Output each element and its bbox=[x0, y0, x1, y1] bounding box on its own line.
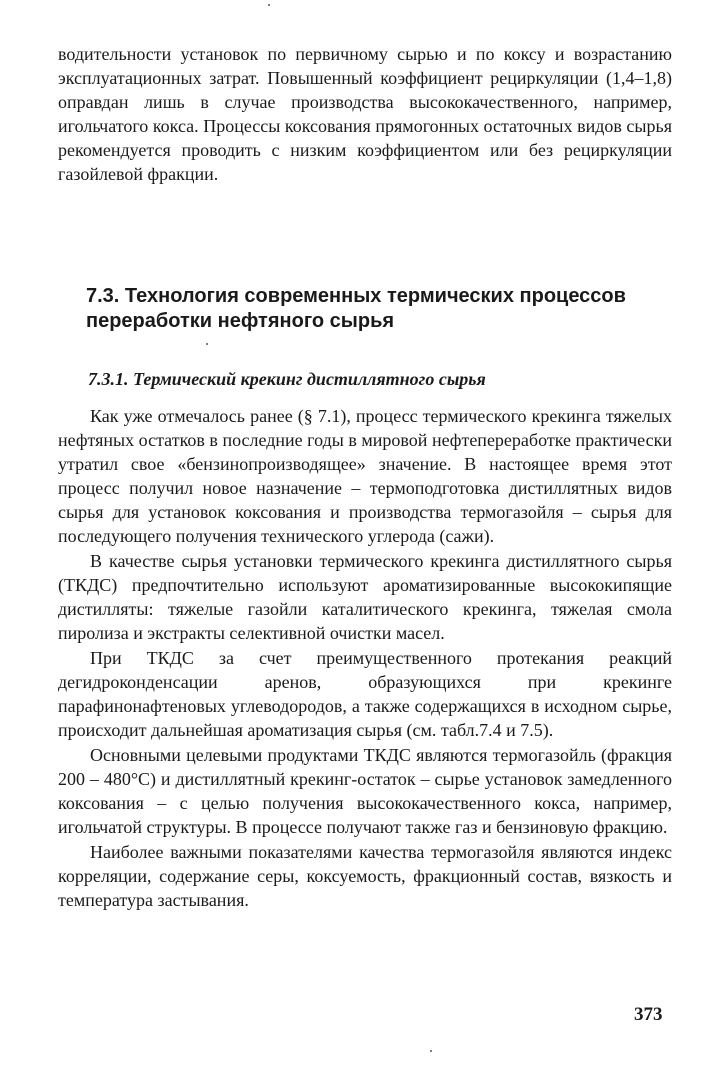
scan-speck bbox=[206, 343, 208, 345]
section-heading: 7.3. Технология современных термических процессов переработки нефтяного сырья bbox=[86, 285, 626, 332]
paragraph-3: При ТКДС за счет преимущественного протекания реакций дегидроконденсации аренов, образующихся при крекинге парафинонафтеновых углеводородов, а также содержащихся в исходном сырье, происходит дальнейшая ароматизация сырья (см. табл.7.4 и 7.5). bbox=[58, 648, 672, 740]
intro-paragraph: водительности установок по первичному сырью и по коксу и возрастанию эксплуатационных затрат. Повышенный коэффициент рециркуляции (1,4–1,8) оправдан лишь в случае производства высококачественного, например, игольчатого кокса. Процессы коксования прямогонных остаточных видов сырья рекомендуется проводить с низким коэффициентом или без рециркуляции газойлевой фракции. bbox=[58, 44, 672, 184]
paragraph-1: Как уже отмечалось ранее (§ 7.1), процесс термического крекинга тяжелых нефтяных остатков в последние годы в мировой нефтепереработке практически утратил свое «бензинопроизводящее» значение. В настоящее время этот процесс получил новое назначение – термоподготовка дистиллятных видов сырья для установок коксования и производства термогазойля – сырья для последующего получения технического углерода (сажи). bbox=[58, 406, 672, 546]
paragraph-2: В качестве сырья установки термического крекинга дистиллятного сырья (ТКДС) предпочтительно используют ароматизированные высококипящие дистилляты: тяжелые газойли каталитического крекинга, тяжелая смола пиролиза и экстракты селективной очистки масел. bbox=[58, 551, 672, 643]
subsection-heading: 7.3.1. Термический крекинг дистиллятного сырья bbox=[88, 369, 486, 389]
scan-speck bbox=[268, 4, 270, 6]
paragraph-5: Наиболее важными показателями качества термогазойля являются индекс корреляции, содержание серы, коксуемость, фракционный состав, вязкость и температура застывания. bbox=[58, 842, 672, 910]
page-number: 373 bbox=[634, 1004, 663, 1025]
paragraph-4: Основными целевыми продуктами ТКДС являются термогазойль (фракция 200 – 480°С) и дистиллятный крекинг-остаток – сырье установок замедленного коксования – с целью получения высококачественного кокса, например, игольчатой структуры. В процессе получают также газ и бензиновую фракцию. bbox=[58, 745, 672, 837]
body-text bbox=[58, 404, 672, 912]
scan-speck bbox=[430, 1050, 432, 1052]
